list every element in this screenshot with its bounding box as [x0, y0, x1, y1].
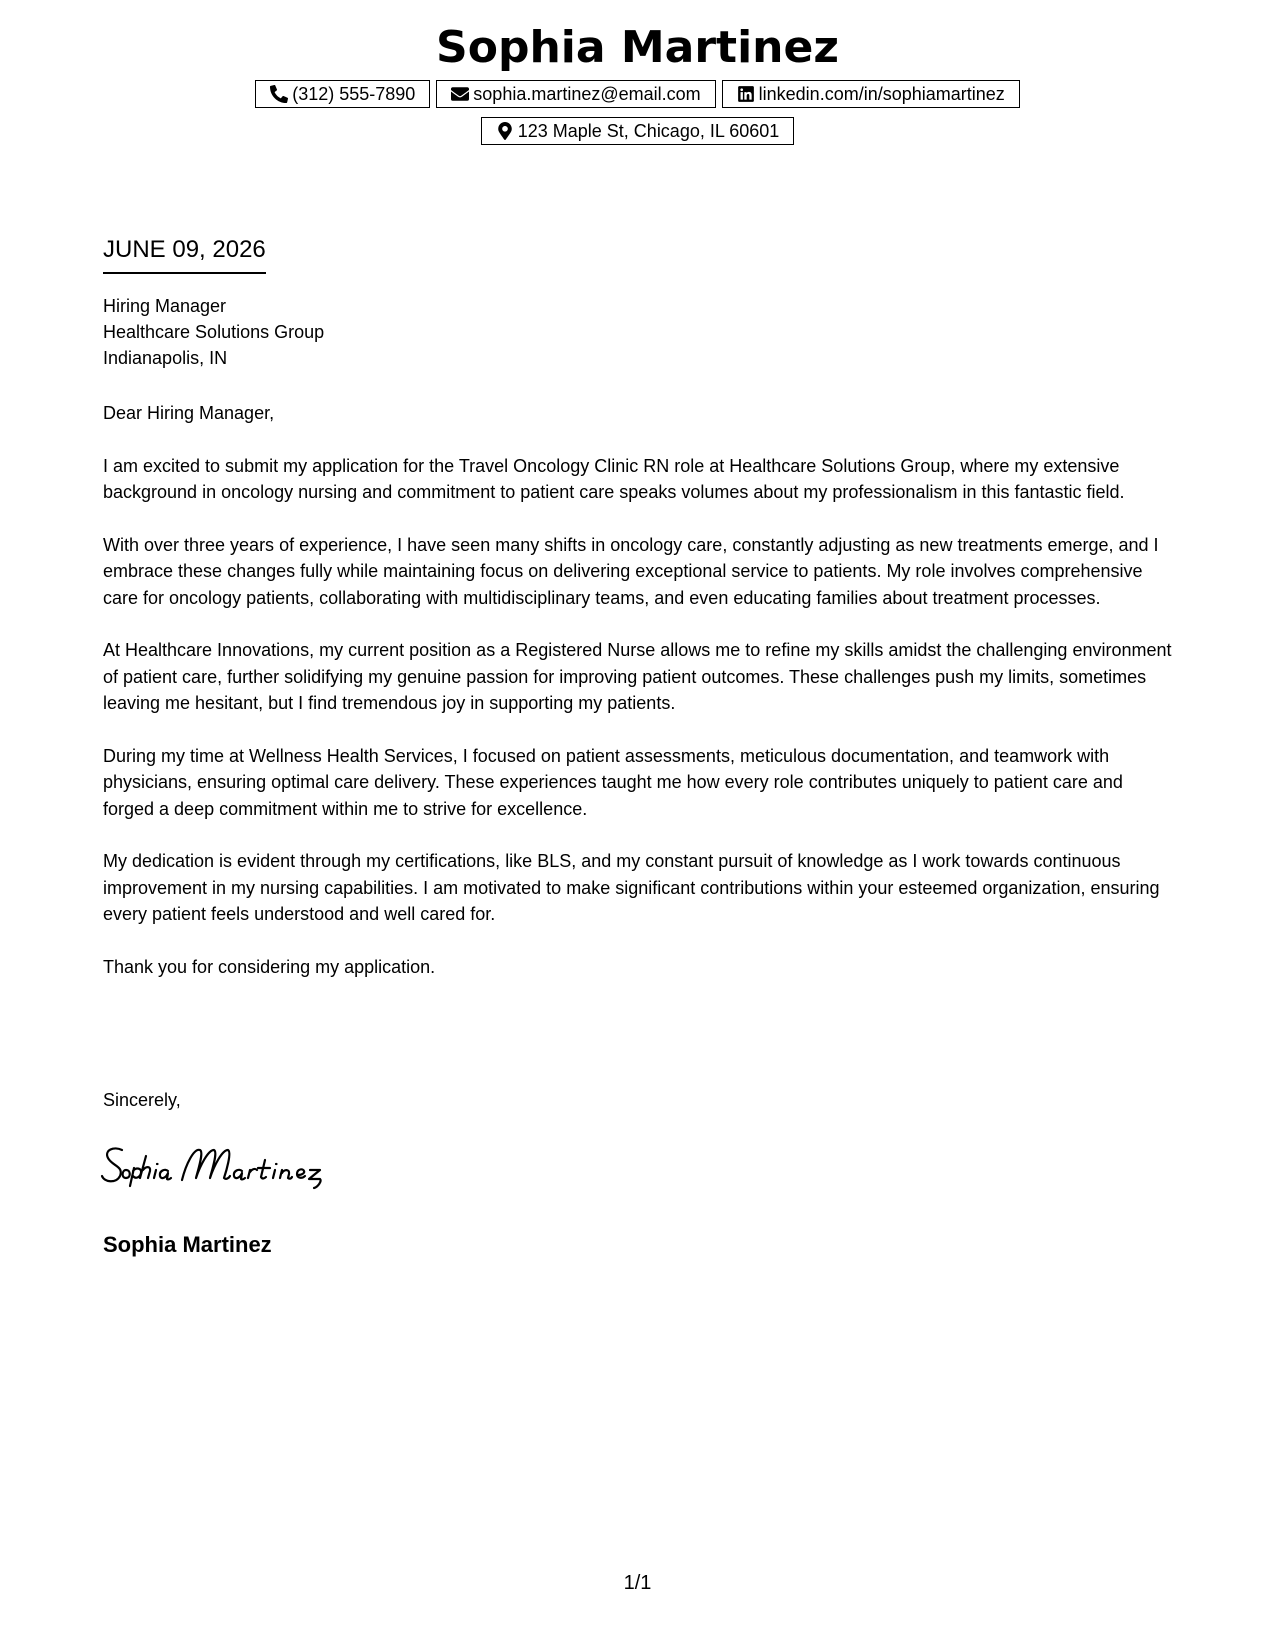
salutation: Dear Hiring Manager, — [103, 403, 275, 423]
letter-date: JUNE 09, 2026 — [103, 234, 266, 274]
recipient-block — [103, 293, 324, 371]
contact-email-text: sophia.martinez@email.com — [473, 84, 701, 104]
body-paragraph: Thank you for considering my application. — [103, 956, 436, 977]
recipient-company: Healthcare Solutions Group — [103, 322, 325, 342]
page-number: 1/1 — [623, 1572, 652, 1594]
contact-linkedin — [722, 80, 1020, 108]
contact-phone-text: (312) 555-7890 — [292, 84, 416, 104]
contact-linkedin-text: linkedin.com/in/sophiamartinez — [758, 84, 1005, 104]
body-paragraph: My dedication is evident through my certifications, like BLS, and my constant pursuit of knowledge as I work towards continuous improvement in my nursing capabilities. I am motivated to make significant contributions within your esteemed organization, ensuring every patient feels understood and well cared for. — [103, 851, 1160, 924]
contact-row-primary — [0, 80, 1275, 108]
recipient-title: Hiring Manager — [103, 296, 227, 316]
body-paragraph: At Healthcare Innovations, my current position as a Registered Nurse allows me to refine my skills amidst the challenging environment of patient care, further solidifying my genuine passion for improving patient outcomes. These challenges push my limits, sometimes leaving me hesitant, but I find tremendous joy in supporting my patients. — [103, 640, 1172, 713]
contact-phone — [255, 80, 430, 108]
phone-icon — [270, 85, 288, 103]
closing: Sincerely, — [103, 1090, 181, 1110]
contact-email — [436, 80, 715, 108]
contact-row-secondary — [0, 117, 1275, 145]
body-paragraph: During my time at Wellness Health Services, I focused on patient assessments, meticulous documentation, and teamwork with physicians, ensuring optimal care delivery. These experiences taught me how every role contributes uniquely to patient care and forged a deep commitment within me to strive for excellence. — [103, 745, 1123, 819]
recipient-location: Indianapolis, IN — [103, 348, 228, 368]
contact-address-text: 123 Maple St, Chicago, IL 60601 — [517, 121, 780, 141]
letter-body — [103, 400, 1178, 1006]
signer-name: Sophia Martinez — [103, 1232, 272, 1257]
handwritten-signature — [100, 1140, 360, 1190]
envelope-icon — [451, 85, 469, 103]
applicant-name: Sophia Martinez — [436, 22, 839, 73]
body-paragraph: With over three years of experience, I have seen many shifts in oncology care, constantly adjusting as new treatments emerge, and I embrace these changes fully while maintaining focus on delivering exceptional service to patients. My role involves comprehensive care for oncology patients, collaborating with multidisciplinary teams, and even educating families about treatment processes. — [103, 534, 1159, 608]
contact-address — [481, 117, 795, 145]
map-marker-icon — [496, 122, 514, 140]
linkedin-icon — [737, 85, 755, 103]
body-paragraph: I am excited to submit my application for the Travel Oncology Clinic RN role at Healthcare Solutions Group, where my extensive background in oncology nursing and commitment to patient care speaks volumes about my professionalism in this fantastic field. — [103, 455, 1125, 502]
